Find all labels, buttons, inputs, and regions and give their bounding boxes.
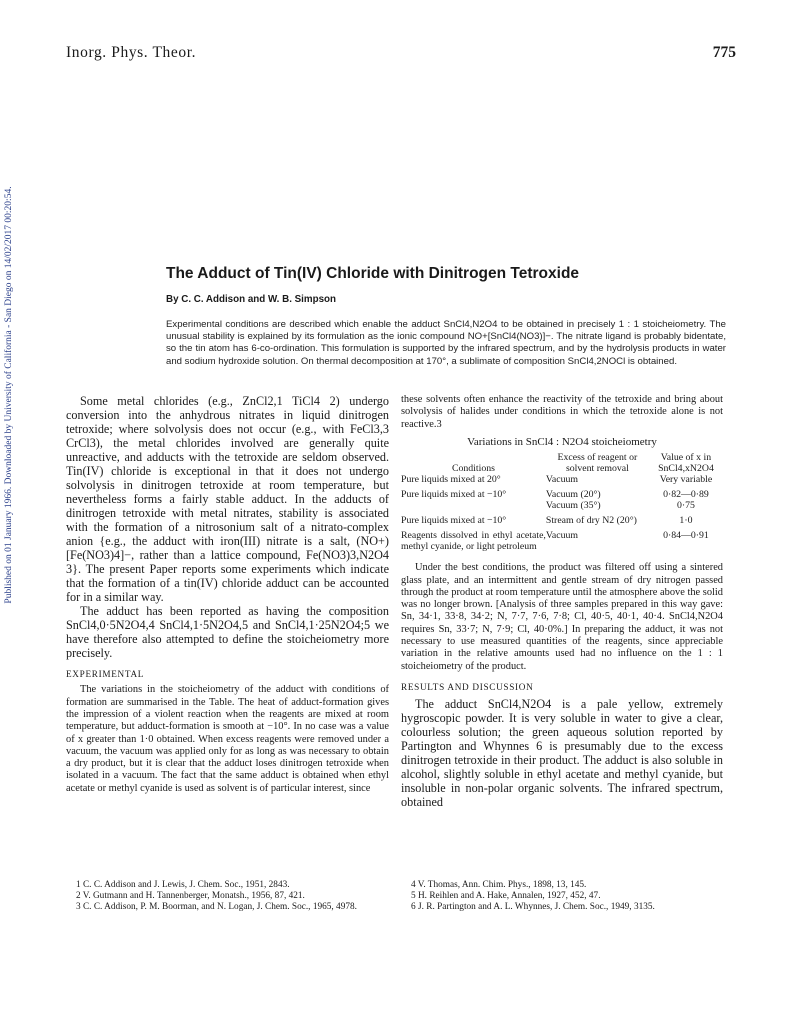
table-cell-removal: Vacuum (35°)	[545, 500, 601, 512]
left-column	[66, 394, 389, 795]
side-note-download-stamp	[2, 160, 16, 630]
footnote: 1 C. C. Addison and J. Lewis, J. Chem. Soc., 1951, 2843.	[76, 880, 290, 890]
footnote: 6 J. R. Partington and A. L. Whynnes, J. Chem. Soc., 1949, 3135.	[411, 902, 655, 912]
page-number: 775	[712, 44, 736, 61]
article-title: The Adduct of Tin(IV) Chloride with Dinitrogen Tetroxide	[166, 265, 580, 282]
footnote: 3 C. C. Addison, P. M. Boorman, and N. Logan, J. Chem. Soc., 1965, 4978.	[76, 902, 357, 912]
table-header-row	[401, 452, 723, 474]
table-cell-removal: Stream of dry N2 (20°)	[545, 515, 637, 527]
article-abstract: Experimental conditions are described which enable the adduct SnCl4,N2O4 to be obtained in precisely 1 : 1 stoicheiometry. The unusual stability is explained by its formulation as the ionic compound NO+[SnCl4(NO3)]−. The nitrate ligand is probably bidentate, so the tin atom has 6-co-ordination. This formulation is supported by the infrared spectrum, and by the hydrolysis products in water and sodium hydroxide solution. On thermal decomposition at 170°, a sublimate of composition SnCl4,2NOCl is obtained.	[166, 319, 726, 367]
best-conditions-paragraph: Under the best conditions, the product was filtered off using a sintered glass plate, and an intermittent and gentle stream of dry nitrogen passed through the product at room temperature until the atmosphere above the solid was no longer brown. [Analysis of three samples prepared in this way gave: Sn, 34·1, 33·8, 34·2; N, 7·7, 7·6, 7·8; Cl, 40·5, 40·1, 40·4. SnCl4,N2O4 requires Sn, 33·7; N, 7·9; Cl, 40·0%.] In preparing the adduct, it was not necessary to use measured quantities of the reagents, since appreciable variation in the relative amounts used had no influence on the 1 : 1 stoicheiometry of the product.	[401, 562, 723, 672]
table-cell-value: 0·75	[676, 500, 695, 512]
side-note-text: Published on 01 January 1966. Downloaded by University of California - San Diego on 14/02/2017 00:20:54.	[4, 186, 14, 604]
table-header-conditions: Conditions	[451, 463, 495, 475]
experimental-paragraph: The variations in the stoicheiometry of the adduct with conditions of formation are summarised in the Table. The heat of adduct-formation gives the impression of a violent reaction when the reagents are mixed at room temperature, but adduct-formation is smooth at −10°. In no case was a value of x greater than 1·0 obtained. When excess reagents were removed under a vacuum, the vacuum was applied only for as long as was necessary to obtain a dry product, but it is clear that the adduct loses dinitrogen tetroxide when isolated in a vacuum. The fact that the same adduct is obtained when ethyl acetate or methyl cyanide is used as solvent is of particular interest, since	[66, 684, 389, 794]
table-row	[401, 526, 723, 552]
table-row	[401, 511, 723, 526]
table-cell-removal: Vacuum	[545, 530, 578, 542]
table-cell-conditions	[401, 500, 546, 511]
table-caption: Variations in SnCl4 : N2O4 stoicheiometry	[467, 435, 657, 448]
table-header-removal: Excess of reagent or solvent removal	[557, 452, 638, 475]
stoicheiometry-table	[401, 452, 723, 552]
table-cell-removal: Vacuum	[545, 474, 578, 486]
right-column	[401, 394, 723, 809]
table-cell-value: Very variable	[659, 474, 713, 486]
article-authors: By C. C. Addison and W. B. Simpson	[166, 294, 337, 305]
continuation-paragraph: these solvents often enhance the reactivity of the tetroxide and bring about solvolysis of halides under conditions in which the tetroxide alone is not reactive.3	[401, 394, 723, 430]
footnote: 5 H. Reihlen and A. Hake, Annalen, 1927, 452, 47.	[411, 891, 601, 901]
table-cell-value: 0·82—0·89	[663, 489, 709, 501]
intro-paragraph-1: Some metal chlorides (e.g., ZnCl2,1 TiCl4 2) undergo conversion into the anhydrous nitrates in liquid dinitrogen tetroxide; where solvolysis does not occur (e.g., with FeCl3,3 CrCl3), the metal chlorides involved are generally quite unreactive, and adducts with the tetroxide are seldom observed. Tin(IV) chloride is exceptional in that it does not undergo solvolysis in dinitrogen tetroxide at room temperature, but nevertheless forms a fairly stable adduct. In the adducts of dinitrogen tetroxide with metal nitrates, stability is associated with the formation of a nitrosonium salt of a nitrato-complex anion {e.g., the adduct with iron(III) nitrate is a salt, (NO+)[Fe(NO3)4]−, rather than a lattice compound, Fe(NO3)3,N2O4 3}. The present Paper reports some experiments which indicate that the formation of a tin(IV) chloride adduct can be accounted for in a similar way.	[66, 394, 389, 604]
table-cell-value: 1·0	[679, 515, 693, 527]
results-paragraph: The adduct SnCl4,N2O4 is a pale yellow, extremely hygroscopic powder. It is very soluble in water to give a clear, colourless solution; the green aqueous solution reported by Partington and Whynnes 6 is presumably due to the excess dinitrogen tetroxide in their product. The adduct is also soluble in alcohol, slightly soluble in ethyl acetate and methyl cyanide, but insoluble in non-polar organic solvents. The infrared spectrum, obtained	[401, 697, 723, 810]
table-row	[401, 500, 723, 511]
footnote: 4 V. Thomas, Ann. Chim. Phys., 1898, 13, 145.	[411, 880, 587, 890]
table-cell-conditions: Pure liquids mixed at −10°	[401, 489, 507, 501]
experimental-heading: EXPERIMENTAL	[66, 669, 145, 679]
table-cell-removal: Vacuum (20°)	[545, 489, 601, 501]
table-row	[401, 485, 723, 500]
footnotes-right	[401, 880, 723, 913]
table-cell-conditions: Pure liquids mixed at −10°	[401, 515, 507, 527]
results-heading: RESULTS AND DISCUSSION	[401, 681, 534, 692]
table-cell-conditions: Pure liquids mixed at 20°	[401, 474, 501, 486]
table-row	[401, 474, 723, 485]
footnote: 2 V. Gutmann and H. Tannenberger, Monatsh., 1956, 87, 421.	[76, 891, 305, 901]
table-cell-value: 0·84—0·91	[663, 530, 709, 542]
running-head: Inorg. Phys. Theor.	[66, 44, 197, 61]
table-header-value: Value of x in SnCl4,xN2O4	[658, 452, 714, 475]
footnotes-left	[66, 880, 389, 913]
table-cell-conditions: Reagents dissolved in ethyl acetate, methyl cyanide, or light petroleum	[401, 530, 546, 553]
intro-paragraph-2: The adduct has been reported as having the composition SnCl4,0·5N2O4,4 SnCl4,1·5N2O4,5 and SnCl4,1·25N2O4;5 we have therefore also attempted to define the stoicheiometry more precisely.	[66, 604, 389, 660]
